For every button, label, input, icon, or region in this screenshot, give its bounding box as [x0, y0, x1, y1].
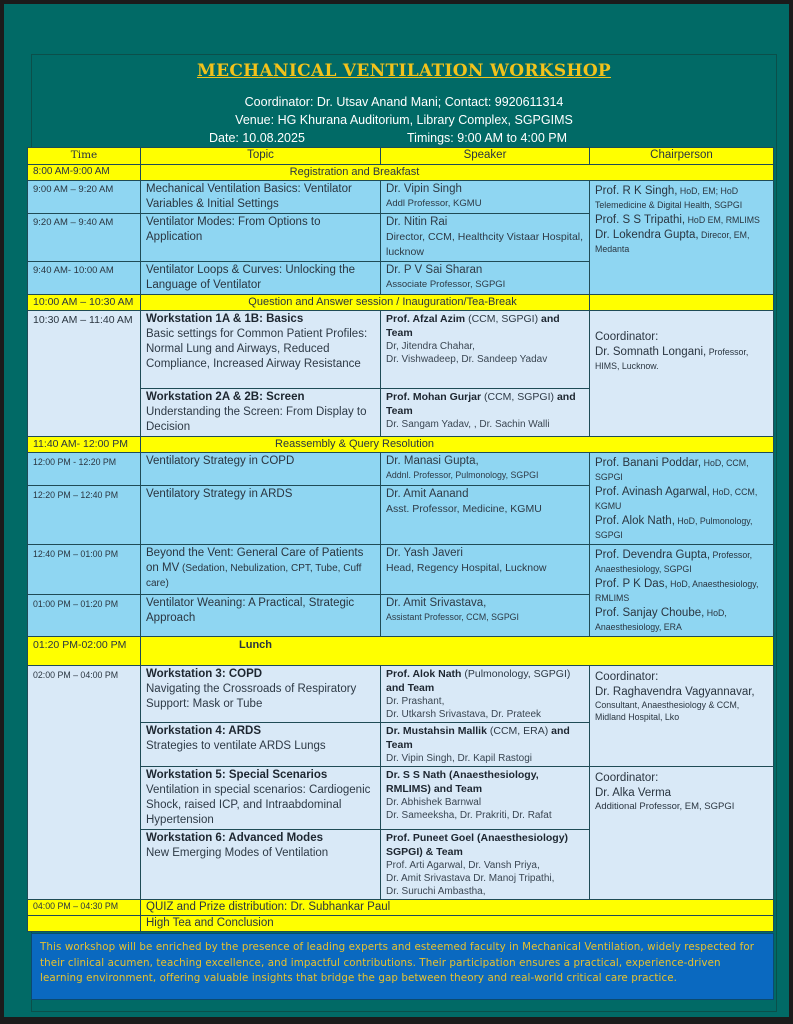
lunch-row [28, 637, 774, 666]
speaker-affiliation: Asst. Professor, Medicine, KGMU [386, 503, 542, 516]
workstation-topic [141, 311, 381, 389]
chairperson-entry: Prof. P K Das, HoD, Anaesthesiology, RMLIMS [595, 578, 759, 603]
session-time: 9:00 AM – 9:20 AM [28, 181, 141, 214]
speaker-affiliation: Associate Professor, SGPGI [386, 279, 506, 290]
team-members: Dr. Vipin Singh, Dr. Kapil Rastogi [386, 753, 533, 764]
session-time: 01:00 PM – 01:20 PM [28, 595, 141, 637]
workstation-title: Workstation 1A & 1B: Basics [146, 313, 304, 325]
speaker-name: Dr. P V Sai Sharan [386, 264, 483, 276]
team-members: Prof. Arti Agarwal, Dr. Vansh Priya, [386, 860, 540, 871]
speaker-affiliation: Director, CCM, Healthcity Vistaar Hospital, lucknow [386, 231, 584, 258]
speaker-cell [381, 545, 590, 595]
lunch-time: 01:20 PM-02:00 PM [28, 637, 141, 666]
chairperson-entry: Prof. Sanjay Choube, HoD, Anaesthesiology, ERA [595, 607, 727, 632]
workstation-topic [141, 389, 381, 437]
session-time: 9:40 AM- 10:00 AM [28, 262, 141, 295]
speaker-cell [381, 595, 590, 637]
registration-label: Registration and Breakfast [141, 165, 774, 181]
chairperson-entry: Prof. Devendra Gupta, Professor, Anaesthesiology, SGPGI [595, 549, 753, 574]
event-date: Date: 10.08.2025 [209, 131, 305, 145]
coordinator-cell [590, 767, 774, 900]
chairperson-cell [590, 181, 774, 295]
chairperson-entry: Prof. S S Tripathi, HoD EM, RMLIMS [595, 214, 760, 226]
workstation-team [381, 666, 590, 723]
chairperson-entry: Prof. R K Singh, HoD, EM; HoD Telemedicine & Digital Health, SGPGI [595, 185, 743, 210]
session-topic: Ventilator Loops & Curves: Unlocking the Language of Ventilator [141, 262, 381, 295]
session-time: 12:20 PM – 12:40 PM [28, 486, 141, 545]
speaker-name: Dr. Nitin Rai [386, 216, 448, 228]
speaker-affiliation: Addl Professor, KGMU [386, 198, 482, 209]
coordinator-label: Coordinator: [595, 772, 659, 784]
team-members: Dr. Suruchi Ambastha, [386, 886, 486, 897]
chairperson-entry: Dr. Lokendra Gupta, Direcor, EM, Medanta [595, 229, 750, 254]
session-topic: Ventilatory Strategy in COPD [141, 453, 381, 486]
workstation-title: Workstation 4: ARDS [146, 725, 262, 737]
workstation-title: Workstation 6: Advanced Modes [146, 832, 324, 844]
chairperson-cell [590, 453, 774, 545]
session-time: 12:40 PM – 01:00 PM [28, 545, 141, 595]
workstation-desc: Ventilation in special scenarios: Cardiogenic Shock, raised ICP, and Intraabdominal Hypertension [146, 784, 371, 826]
workstation-title: Workstation 5: Special Scenarios [146, 769, 328, 781]
workstation-team [381, 723, 590, 767]
conclusion-row [28, 916, 774, 932]
qa-break-row [28, 295, 774, 311]
speaker-cell [381, 453, 590, 486]
workstation-team [381, 311, 590, 389]
quiz-row [28, 900, 774, 916]
team-lead: Prof. Afzal Azim (CCM, SGPGI) and Team [386, 313, 560, 339]
workstation-team [381, 767, 590, 830]
session-time: 9:20 AM – 9:40 AM [28, 214, 141, 262]
workstation-team [381, 830, 590, 900]
footer-note: This workshop will be enriched by the presence of leading experts and esteemed faculty in Mechanical Ventilation, widely respected for their clinical acumen, teaching excellence, and impactful contributions. Their participation ensures a practical, experience-driven learning environment, offering valuable insights that bridge the gap between theory and real-world critical care practice. [31, 933, 774, 1000]
team-members: Dr. Abhishek Barnwal [386, 797, 482, 808]
team-members: Dr. Utkarsh Srivastava, Dr. Prateek [386, 709, 542, 720]
session-topic: Ventilator Weaning: A Practical, Strategic Approach [141, 595, 381, 637]
speaker-name: Dr. Vipin Singh [386, 183, 462, 195]
team-lead: Prof. Mohan Gurjar (CCM, SGPGI) and Team [386, 391, 576, 417]
registration-row [28, 165, 774, 181]
speaker-cell [381, 181, 590, 214]
team-members: Dr, Jitendra Chahar, [386, 341, 475, 352]
chairperson-entry: Prof. Avinash Agarwal, HoD, CCM, KGMU [595, 486, 758, 511]
coordinator-name: Dr. Somnath Longani, [595, 346, 707, 358]
column-header-speaker: Speaker [381, 148, 590, 165]
team-lead: Dr. S S Nath (Anaesthesiology, RMLIMS) and Team [386, 769, 539, 795]
table-row [28, 545, 774, 595]
workstation-title: Workstation 3: COPD [146, 668, 263, 680]
workstation-team [381, 389, 590, 437]
venue: Venue: HG Khurana Auditorium, Library Complex, SGPGIMS [235, 113, 573, 127]
workstation-row [28, 666, 774, 723]
qa-break-empty [590, 295, 774, 311]
workstation-topic [141, 767, 381, 830]
quiz-time: 04:00 PM – 04:30 PM [28, 900, 141, 916]
workshop-title: MECHANICAL VENTILATION WORKSHOP [196, 61, 612, 81]
coordinator-name: Dr. Raghavendra Vagyannavar, [595, 686, 755, 698]
speaker-name: Dr. Manasi Gupta, [386, 455, 479, 467]
coordinator-affiliation: Additional Professor, EM, SGPGI [595, 801, 735, 812]
column-header-chairperson: Chairperson [590, 148, 774, 165]
workstation-desc: Understanding the Screen: From Display to Decision [146, 406, 367, 433]
chairperson-entry: Prof. Banani Poddar, HoD, CCM, SGPGI [595, 457, 749, 482]
conclusion-label: High Tea and Conclusion [141, 916, 774, 932]
workstation-desc: New Emerging Modes of Ventilation [146, 847, 329, 859]
column-header-topic: Topic [141, 148, 381, 165]
speaker-cell [381, 486, 590, 545]
session-topic: Mechanical Ventilation Basics: Ventilator Variables & Initial Settings [141, 181, 381, 214]
team-members: Dr. Sameeksha, Dr. Prakriti, Dr. Rafat [386, 810, 552, 821]
team-lead: Prof. Alok Nath (Pulmonology, SGPGI) and Team [386, 668, 571, 694]
reassembly-row [28, 437, 774, 453]
coordinator-contact: Coordinator: Dr. Utsav Anand Mani; Contact: 9920611314 [244, 95, 564, 109]
chairperson-entry: Prof. Alok Nath, HoD, Pulmonology, SGPGI [595, 515, 753, 540]
lunch-label: Lunch [141, 637, 774, 666]
session-time: 12:00 PM - 12:20 PM [28, 453, 141, 486]
coordinator-label: Coordinator: [595, 331, 659, 343]
workstation-topic [141, 830, 381, 900]
speaker-cell [381, 214, 590, 262]
workstation-title: Workstation 2A & 2B: Screen [146, 391, 305, 403]
qa-break-time: 10:00 AM – 10:30 AM [28, 295, 141, 311]
workstation-desc: Basic settings for Common Patient Profiles: Normal Lung and Airways, Reduced Compliance, Increased Airway Resistance [146, 328, 368, 370]
column-header-time: Time [28, 148, 141, 165]
workstation-time: 02:00 PM – 04:00 PM [28, 666, 141, 900]
table-header-row [28, 148, 774, 165]
team-members: Dr. Vishwadeep, Dr. Sandeep Yadav [386, 354, 548, 365]
coordinator-cell [590, 311, 774, 437]
workstation-topic [141, 666, 381, 723]
workstation-desc: Navigating the Crossroads of Respiratory Support: Mask or Tube [146, 683, 357, 710]
workstation-time: 10:30 AM – 11:40 AM [28, 311, 141, 437]
workstation-desc: Strategies to ventilate ARDS Lungs [146, 740, 326, 752]
session-topic: Ventilator Modes: From Options to Application [141, 214, 381, 262]
team-lead: Prof. Puneet Goel (Anaesthesiology) SGPGI) & Team [386, 832, 569, 858]
coordinator-name: Dr. Alka Verma [595, 787, 672, 799]
coordinator-cell [590, 666, 774, 767]
chairperson-cell [590, 545, 774, 637]
registration-time: 8:00 AM-9:00 AM [28, 165, 141, 181]
qa-break-label: Question and Answer session / Inauguration/Tea-Break [141, 295, 590, 311]
team-members: Dr. Sangam Yadav, , Dr. Sachin Walli [386, 419, 550, 430]
speaker-name: Dr. Amit Aanand [386, 488, 469, 501]
session-topic: Beyond the Vent: General Care of Patients on MV (Sedation, Nebulization, CPT, Tube, Cuff care) [141, 545, 381, 595]
session-topic: Ventilatory Strategy in ARDS [141, 486, 381, 545]
quiz-label: QUIZ and Prize distribution: Dr. Subhankar Paul [141, 900, 774, 916]
coordinator-affiliation: Consultant, Anaesthesiology & CCM, Midland Hospital, Lko [595, 700, 740, 722]
workstation-topic [141, 723, 381, 767]
workstation-row [28, 311, 774, 389]
team-members: Dr. Prashant, [386, 696, 445, 707]
event-timings: Timings: 9:00 AM to 4:00 PM [407, 131, 568, 145]
coordinator-label: Coordinator: [595, 671, 659, 683]
reassembly-label: Reassembly & Query Resolution [141, 437, 774, 453]
speaker-cell [381, 262, 590, 295]
speaker-affiliation: Addnl. Professor, Pulmonology, SGPGI [386, 470, 539, 480]
team-members: Dr. Amit Srivastava Dr. Manoj Tripathi, [386, 873, 555, 884]
table-row [28, 453, 774, 486]
speaker-affiliation: Assistant Professor, CCM, SGPGI [386, 612, 519, 623]
speaker-affiliation: Head, Regency Hospital, Lucknow [386, 562, 547, 574]
speaker-name: Dr. Amit Srivastava, [386, 597, 487, 610]
table-row [28, 181, 774, 214]
conclusion-time [28, 916, 141, 932]
schedule-table [27, 147, 774, 932]
reassembly-time: 11:40 AM- 12:00 PM [28, 437, 141, 453]
coordinator-affiliation: Professor, HIMS, Lucknow. [595, 347, 749, 371]
speaker-name: Dr. Yash Javeri [386, 547, 463, 559]
team-lead: Dr. Mustahsin Mallik (CCM, ERA) and Team [386, 725, 570, 751]
